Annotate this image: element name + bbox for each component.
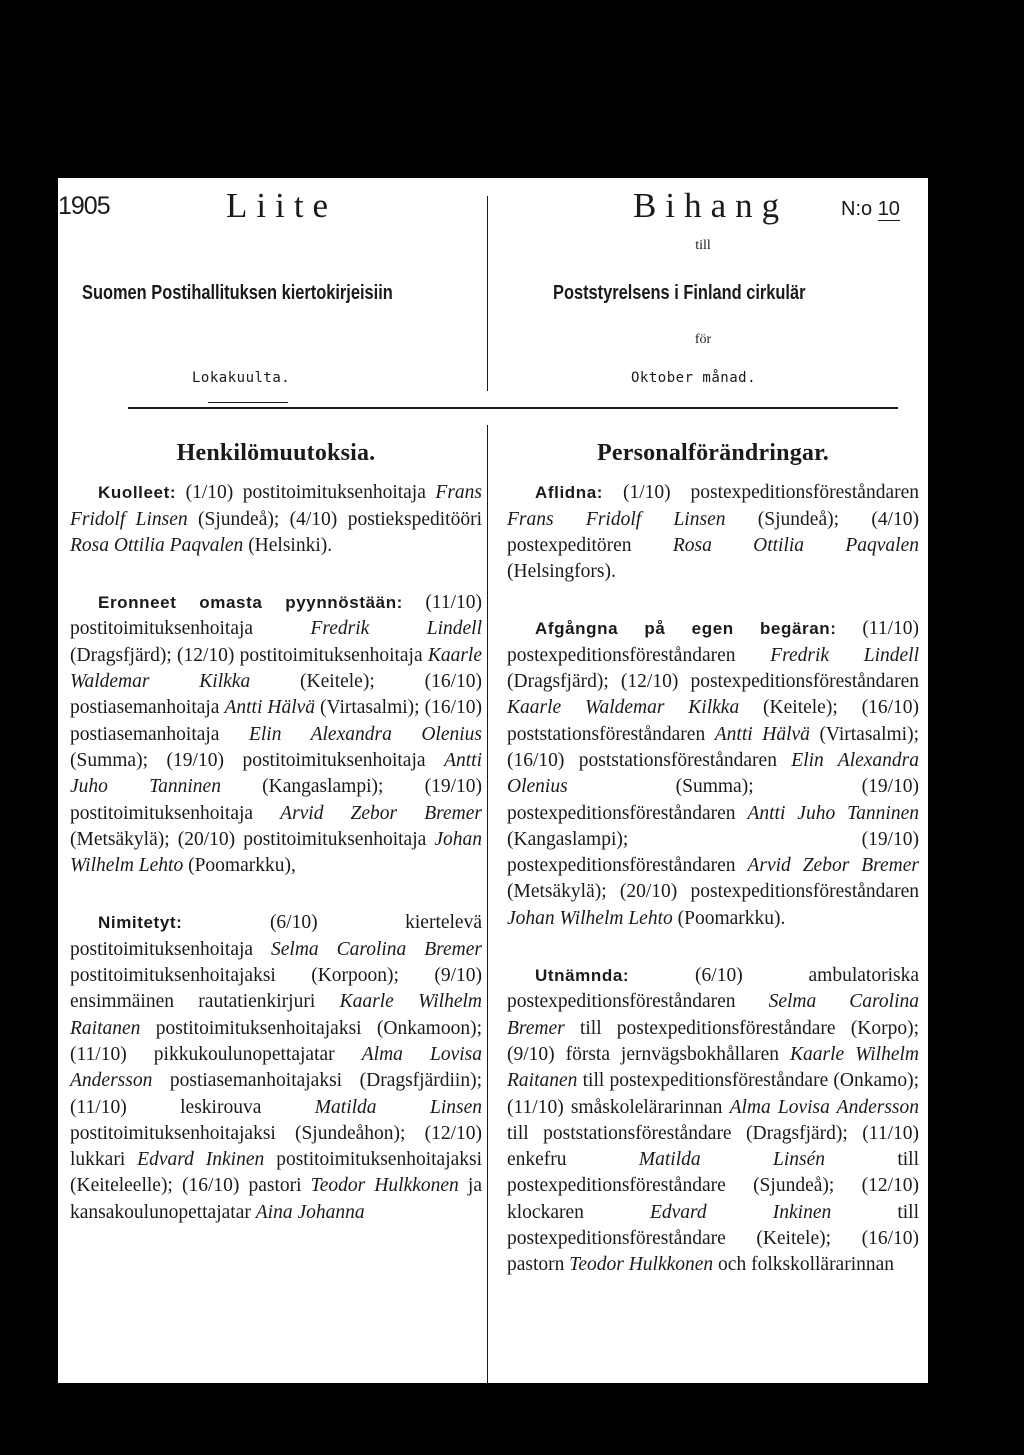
text-run: (Dragsfjärd); (12/10) postitoimituksenhoitaja	[70, 644, 428, 666]
person-name: Arvid Zebor Bremer	[747, 855, 919, 877]
person-name: Alma Lovisa Andersson	[729, 1096, 919, 1118]
text-run: till poststationsföreståndare (Dragsfjärd); (11/10) enkefru	[507, 1122, 919, 1171]
text-run: (Kangaslampi); (19/10) postexpeditionsföreståndaren	[507, 828, 919, 877]
text-run: till postexpeditionsföreståndare (Korpo); (9/10) första jernvägsbokhållaren	[507, 1017, 919, 1065]
sv-paragraph-resigned	[507, 616, 919, 932]
text-run: (Dragsfjärd); (12/10) postexpeditionsföreståndaren	[507, 671, 919, 693]
person-name: Elin Alexandra Olenius	[248, 723, 482, 745]
person-name: Johan Wilhelm Lehto	[507, 907, 673, 929]
person-name: Kaarle Waldemar Kilkka	[70, 644, 482, 693]
sv-month-label: Oktober månad.	[631, 370, 757, 386]
text-run: (6/10) ambulatoriska postexpeditionsföreståndaren	[507, 965, 919, 1013]
person-name: Rosa Ottilia Paqvalen	[70, 534, 244, 556]
fi-paragraph-appointed	[70, 910, 482, 1226]
text-run: (Virtasalmi); (16/10) poststationsföreståndaren	[507, 723, 919, 771]
text-run: postiasemanhoitajaksi (Dragsfjärdiin); (11/10) leskirouva	[70, 1070, 482, 1118]
person-name: Teodor Hulkkonen	[310, 1175, 459, 1197]
person-name: Antti Hälvä	[224, 697, 316, 719]
person-name: Rosa Ottilia Paqvalen	[672, 534, 919, 556]
person-name: Kaarle Waldemar Kilkka	[507, 697, 740, 719]
person-name: Selma Carolina Bremer	[271, 938, 482, 960]
text-run: (Metsäkylä); (20/10) postitoimituksenhoitaja	[70, 828, 435, 850]
sv-paragraph-appointed	[507, 963, 919, 1279]
person-name: Elin Alexandra Olenius	[507, 749, 920, 798]
fi-paragraph-deceased	[70, 480, 482, 559]
for-label: för	[694, 332, 712, 347]
sv-publication-title: Poststyrelsens i Finland cirkulär	[553, 282, 806, 304]
text-run: (Helsinki).	[243, 534, 333, 556]
text-run: ja kansakoulunopettajatar	[70, 1175, 482, 1223]
issue-number-prefix: N:o	[841, 198, 878, 220]
document-page	[58, 178, 928, 1383]
text-run: (Keitele); (16/10) postiasemanhoitaja	[70, 671, 482, 719]
fi-paragraph-resigned	[70, 590, 482, 879]
person-name: Johan Wilhelm Lehto	[70, 828, 482, 877]
person-name: Frans Fridolf Linsen	[507, 508, 726, 530]
fi-lead-resigned: Eronneet omasta pyynnöstään:	[98, 593, 403, 613]
text-run: (6/10) kiertelevä postitoimituksenhoitaja	[70, 912, 482, 960]
text-run: (Poomarkku).	[672, 907, 786, 929]
issue-number	[841, 198, 900, 221]
text-run: postitoimituksenhoitajaksi (Korpoon); (9/10) ensimmäinen rautatienkirjuri	[70, 965, 482, 1013]
sv-lead-appointed: Utnämnda:	[535, 966, 630, 986]
issue-number-value: 10	[877, 198, 900, 220]
person-name: Antti Juho Tanninen	[747, 802, 920, 824]
text-run: (Helsingfors).	[507, 561, 616, 583]
fi-column	[70, 440, 482, 1226]
person-name: Fredrik Lindell	[770, 644, 919, 666]
sv-paragraph-deceased	[507, 480, 919, 585]
person-name: Edvard Inkinen	[649, 1201, 832, 1223]
text-run: och folkskollärarinnan	[713, 1254, 895, 1276]
person-name: Kaarle Wilhelm Raitanen	[507, 1043, 919, 1092]
header-rule	[128, 407, 898, 409]
text-run: till postexpeditionsföreståndare (Onkamo); (11/10) småskolelärarinnan	[507, 1070, 919, 1118]
text-run: (Poomarkku),	[183, 855, 296, 877]
till-label: till	[695, 238, 711, 253]
header-rule-short	[208, 402, 288, 403]
text-run: postitoimituksenhoitajaksi (Keiteleelle); (16/10) pastori	[70, 1149, 483, 1197]
sv-lead-deceased: Aflidna:	[535, 483, 604, 503]
text-run: (Keitele); (16/10) poststationsföreståndaren	[507, 697, 919, 745]
sv-supplement-word: Bihang	[633, 186, 789, 225]
fi-lead-appointed: Nimitetyt:	[98, 913, 183, 933]
text-run: postitoimituksenhoitajaksi (Sjundeåhon); (12/10) lukkari	[70, 1122, 482, 1171]
text-run: (Metsäkylä); (20/10) postexpeditionsföreståndaren	[507, 881, 919, 903]
person-name: Fredrik Lindell	[310, 618, 482, 640]
person-name: Antti Juho Tanninen	[70, 749, 482, 798]
text-run: (1/10) postitoimituksenhoitaja	[176, 482, 436, 504]
person-name: Arvid Zebor Bremer	[280, 802, 482, 824]
fi-publication-title: Suomen Postihallituksen kiertokirjeisiin	[82, 282, 393, 304]
fi-section-heading: Henkilömuutoksia.	[176, 440, 376, 466]
text-run: (Sjundeå); (4/10) postexpeditören	[507, 508, 919, 556]
person-name: Antti Hälvä	[714, 723, 810, 745]
person-name: Selma Carolina Bremer	[507, 991, 919, 1039]
sv-lead-resigned: Afgångna på egen begäran:	[535, 619, 837, 639]
person-name: Alma Lovisa Andersson	[70, 1043, 482, 1092]
person-name: Frans Fridolf Linsen	[70, 482, 482, 530]
text-run: (11/10) postitoimituksenhoitaja	[70, 592, 482, 640]
person-name: Teodor Hulkkonen	[569, 1254, 714, 1276]
sv-section-heading: Personalförändringar.	[597, 440, 829, 466]
text-run: (Kangaslampi); (19/10) postitoimituksenhoitaja	[70, 776, 482, 824]
text-run: (11/10) postexpeditionsföreståndaren	[507, 618, 919, 666]
header-divider	[487, 196, 488, 391]
text-run: (Sjundeå); (4/10) postiekspeditööri	[187, 508, 483, 530]
fi-month-label: Lokakuulta.	[192, 370, 291, 386]
text-run: (Virtasalmi); (16/10) postiasemanhoitaja	[70, 697, 482, 745]
person-name: Edvard Inkinen	[137, 1149, 265, 1171]
year: 1905	[58, 192, 110, 220]
person-name: Kaarle Wilhelm Raitanen	[70, 991, 482, 1039]
sv-column	[507, 440, 919, 1279]
text-run: till postexpeditionsföreståndare (Sjundeå); (12/10) klockaren	[507, 1149, 919, 1223]
text-run: (Summa); (19/10) postitoimituksenhoitaja	[70, 749, 445, 771]
person-name: Matilda Linsén	[638, 1149, 825, 1171]
text-run: till postexpeditionsföreståndare (Keitele); (16/10) pastorn	[507, 1201, 919, 1276]
person-name: Matilda Linsen	[314, 1096, 482, 1118]
fi-lead-deceased: Kuolleet:	[98, 483, 177, 503]
text-run: (Summa); (19/10) postexpeditionsföreståndaren	[507, 776, 919, 824]
text-run: postitoimituksenhoitajaksi (Onkamoon); (11/10) pikkukoulunopettajatar	[70, 1017, 482, 1065]
text-run: (1/10) postexpeditionsföreståndaren	[603, 482, 919, 504]
person-name: Aina Johanna	[255, 1201, 365, 1223]
column-divider	[487, 425, 488, 1383]
fi-supplement-word: Liite	[226, 186, 338, 225]
